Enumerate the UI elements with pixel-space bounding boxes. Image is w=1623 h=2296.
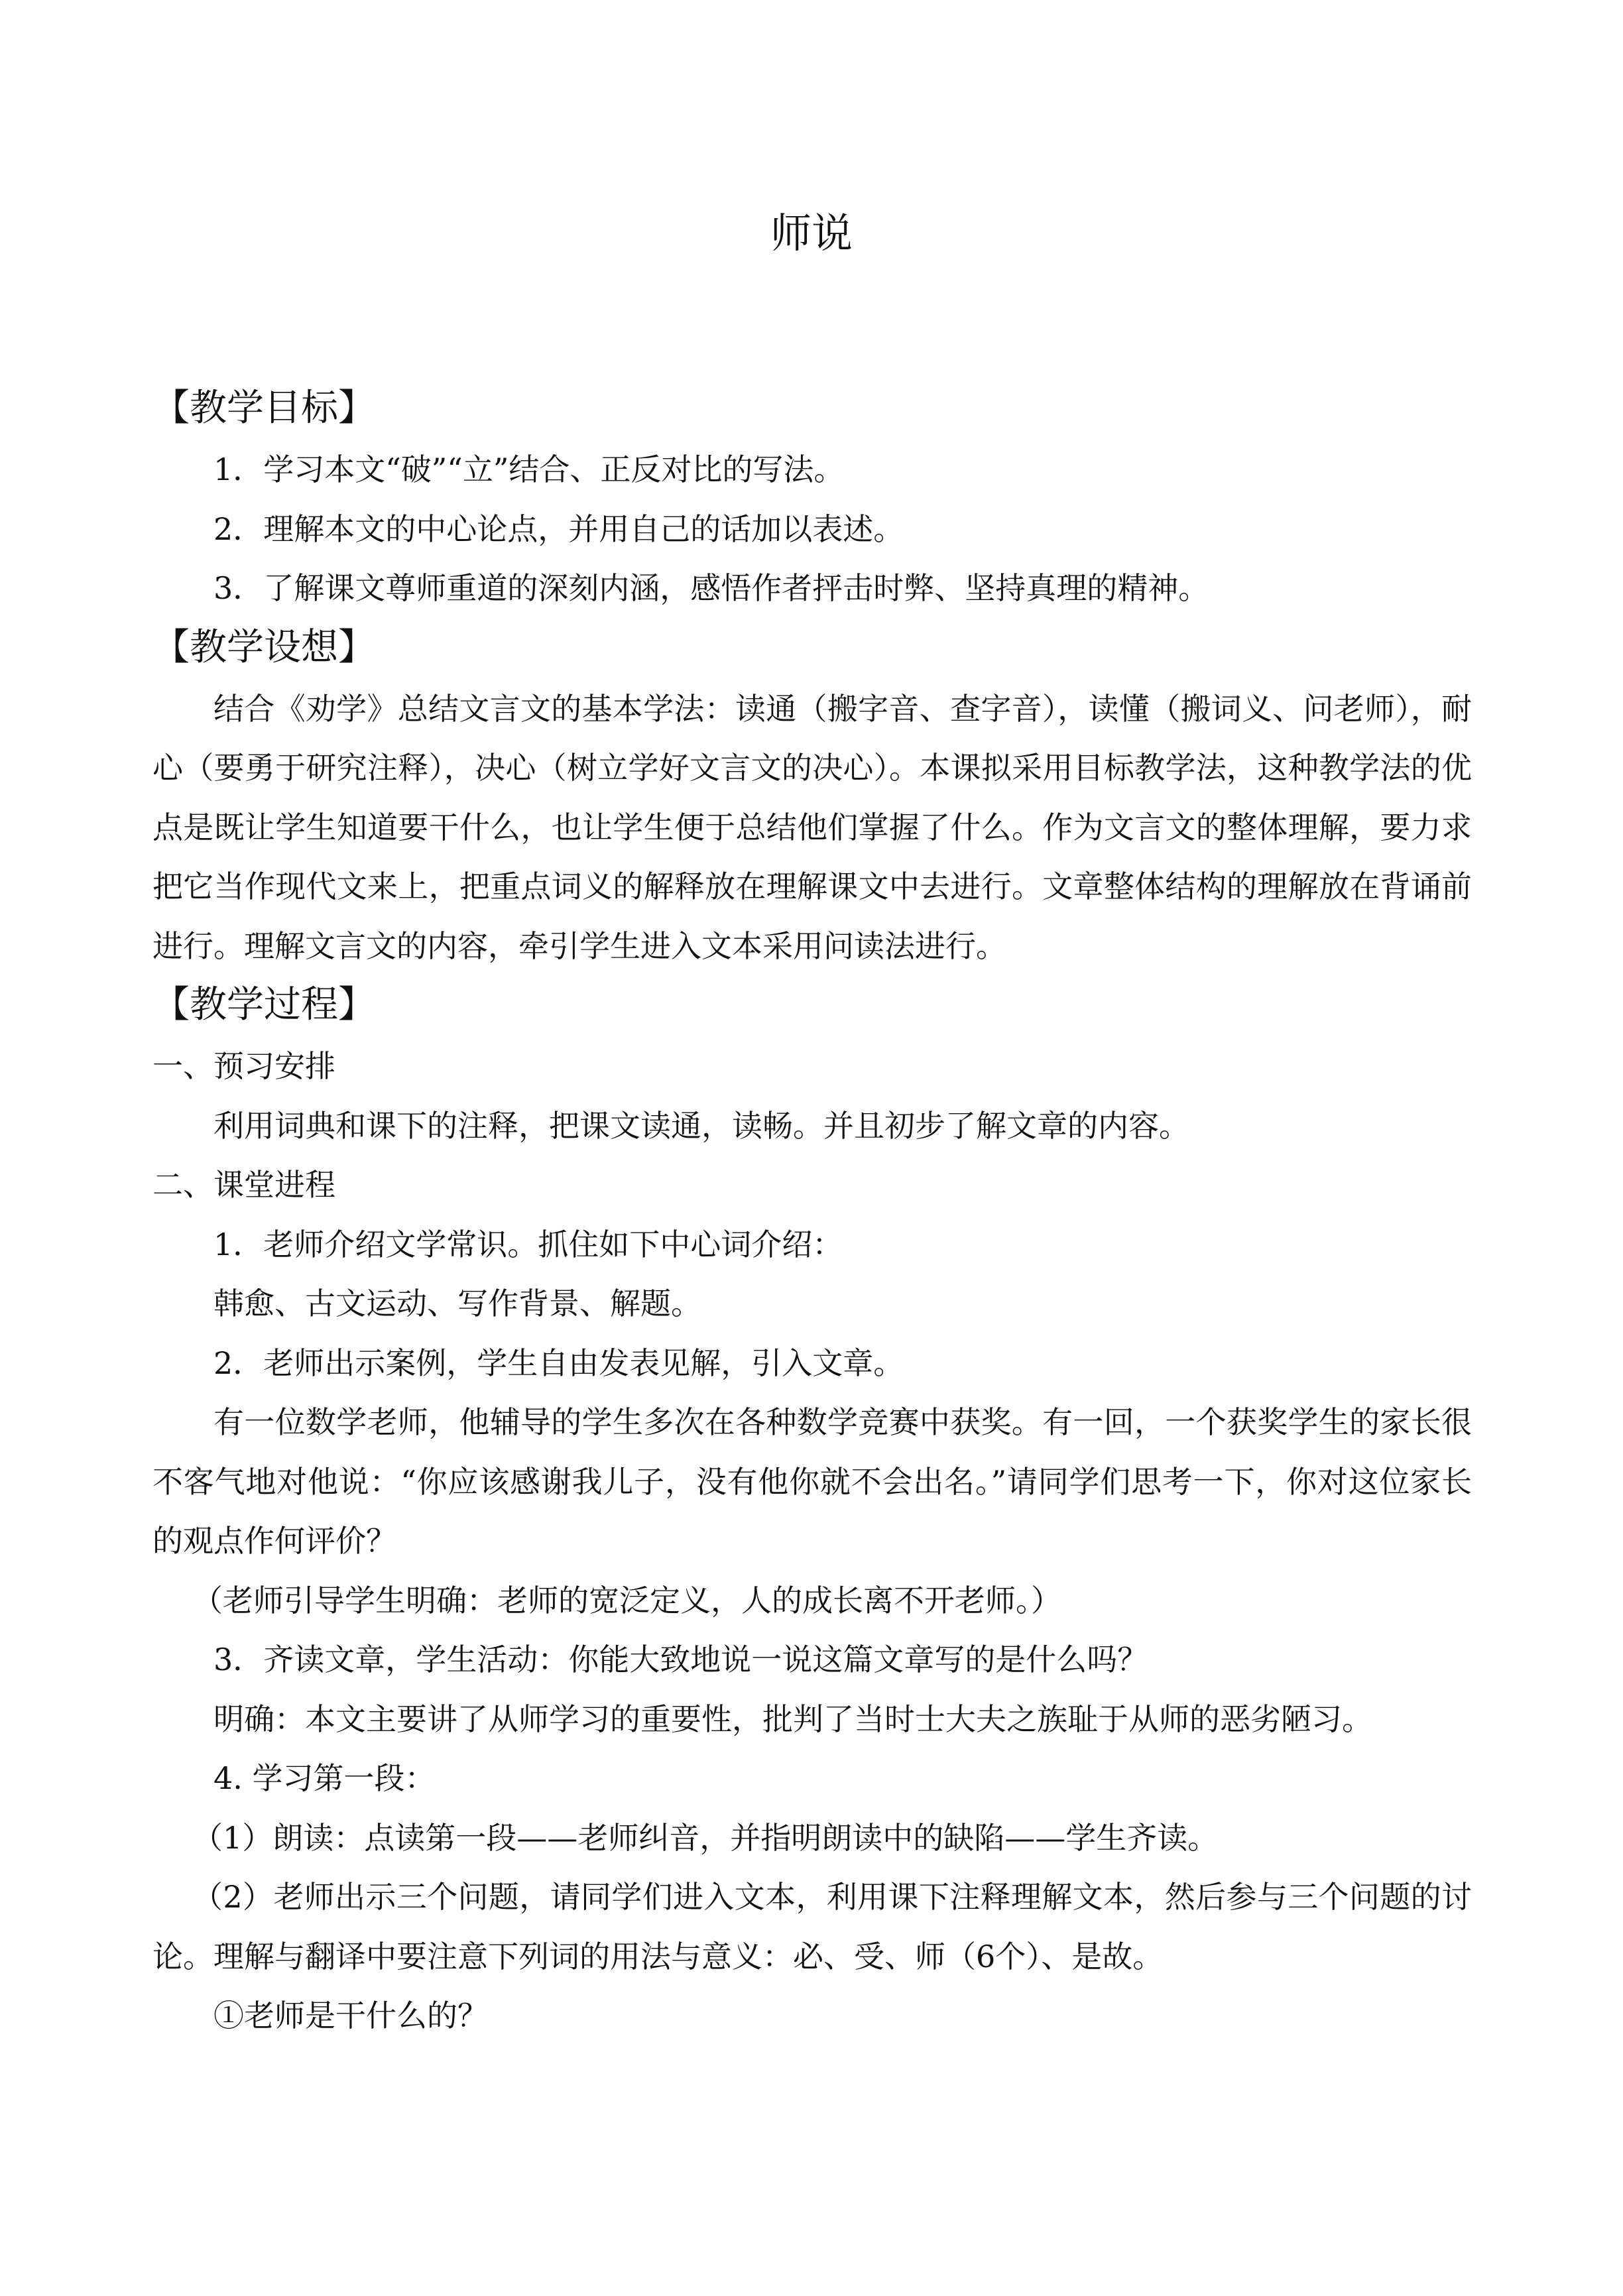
process-case-paragraph: 有一位数学老师，他辅导的学生多次在各种数学竞赛中获奖。有一回，一个获奖学生的家长很不客气地对他说：“你应该感谢我儿子，没有他你就不会出名。”请同学们思考一下，你对这位家长的观点作何评价？ (152, 1404, 1472, 1559)
process-line: （2）老师出示三个问题，请同学们进入文本，利用课下注释理解文本，然后参与三个问题的讨论。理解与翻译中要注意下列词的用法与意义：必、受、师（6个）、是故。 (152, 1879, 1472, 1974)
process-line: 2．老师出示案例，学生自由发表见解，引入文章。 (213, 1345, 904, 1381)
design-paragraph: 结合《劝学》总结文言文的基本学法：读通（搬字音、查字音），读懂（搬词义、问老师），耐心（要勇于研究注释），决心（树立学好文言文的决心）。本课拟采用目标教学法，这种教学法的优点是既让学生知道要干什么，也让学生便于总结他们掌握了什么。作为文言文的整体理解，要力求把它当作现代文来上，把重点词义的解释放在理解课文中去进行。文章整体结构的理解放在背诵前进行。理解文言文的内容，牵引学生进入文本采用问读法进行。 (152, 690, 1472, 964)
process-line: 3．齐读文章，学生活动：你能大致地说一说这篇文章写的是什么吗？ (213, 1642, 1148, 1677)
document-body (152, 379, 1472, 2046)
process-line: ①老师是干什么的？ (213, 1998, 488, 2033)
section-heading-goals: 【教学目标】 (152, 387, 375, 430)
process-line: 4. 学习第一段： (213, 1760, 436, 1796)
process-subheading-classroom: 二、课堂进程 (152, 1167, 335, 1203)
goal-item-1: 1．学习本文“破”“立”结合、正反对比的写法。 (213, 452, 845, 487)
goal-item-2: 2．理解本文的中心论点，并用自己的话加以表述。 (213, 511, 904, 547)
goal-item-3: 3．了解课文尊师重道的深刻内涵，感悟作者抨击时弊、坚持真理的精神。 (213, 570, 1209, 606)
page-title: 师说 (770, 209, 853, 257)
process-line: 韩愈、古文运动、写作背景、解题。 (213, 1286, 701, 1321)
process-subheading-preview: 一、预习安排 (152, 1048, 335, 1084)
process-line: 明确：本文主要讲了从师学习的重要性，批判了当时士大夫之族耻于从师的恶劣陋习。 (213, 1701, 1372, 1737)
process-line: 利用词典和课下的注释，把课文读通，读畅。并且初步了解文章的内容。 (213, 1107, 1189, 1144)
section-heading-design: 【教学设想】 (152, 625, 375, 669)
process-line: （老师引导学生明确：老师的宽泛定义，人的成长离不开老师。） (192, 1582, 1061, 1618)
process-line: 1．老师介绍文学常识。抓住如下中心词介绍： (213, 1226, 843, 1262)
process-line: （1）朗读：点读第一段——老师纠音，并指明朗读中的缺陷——学生齐读。 (192, 1819, 1219, 1856)
section-heading-process: 【教学过程】 (152, 983, 375, 1026)
